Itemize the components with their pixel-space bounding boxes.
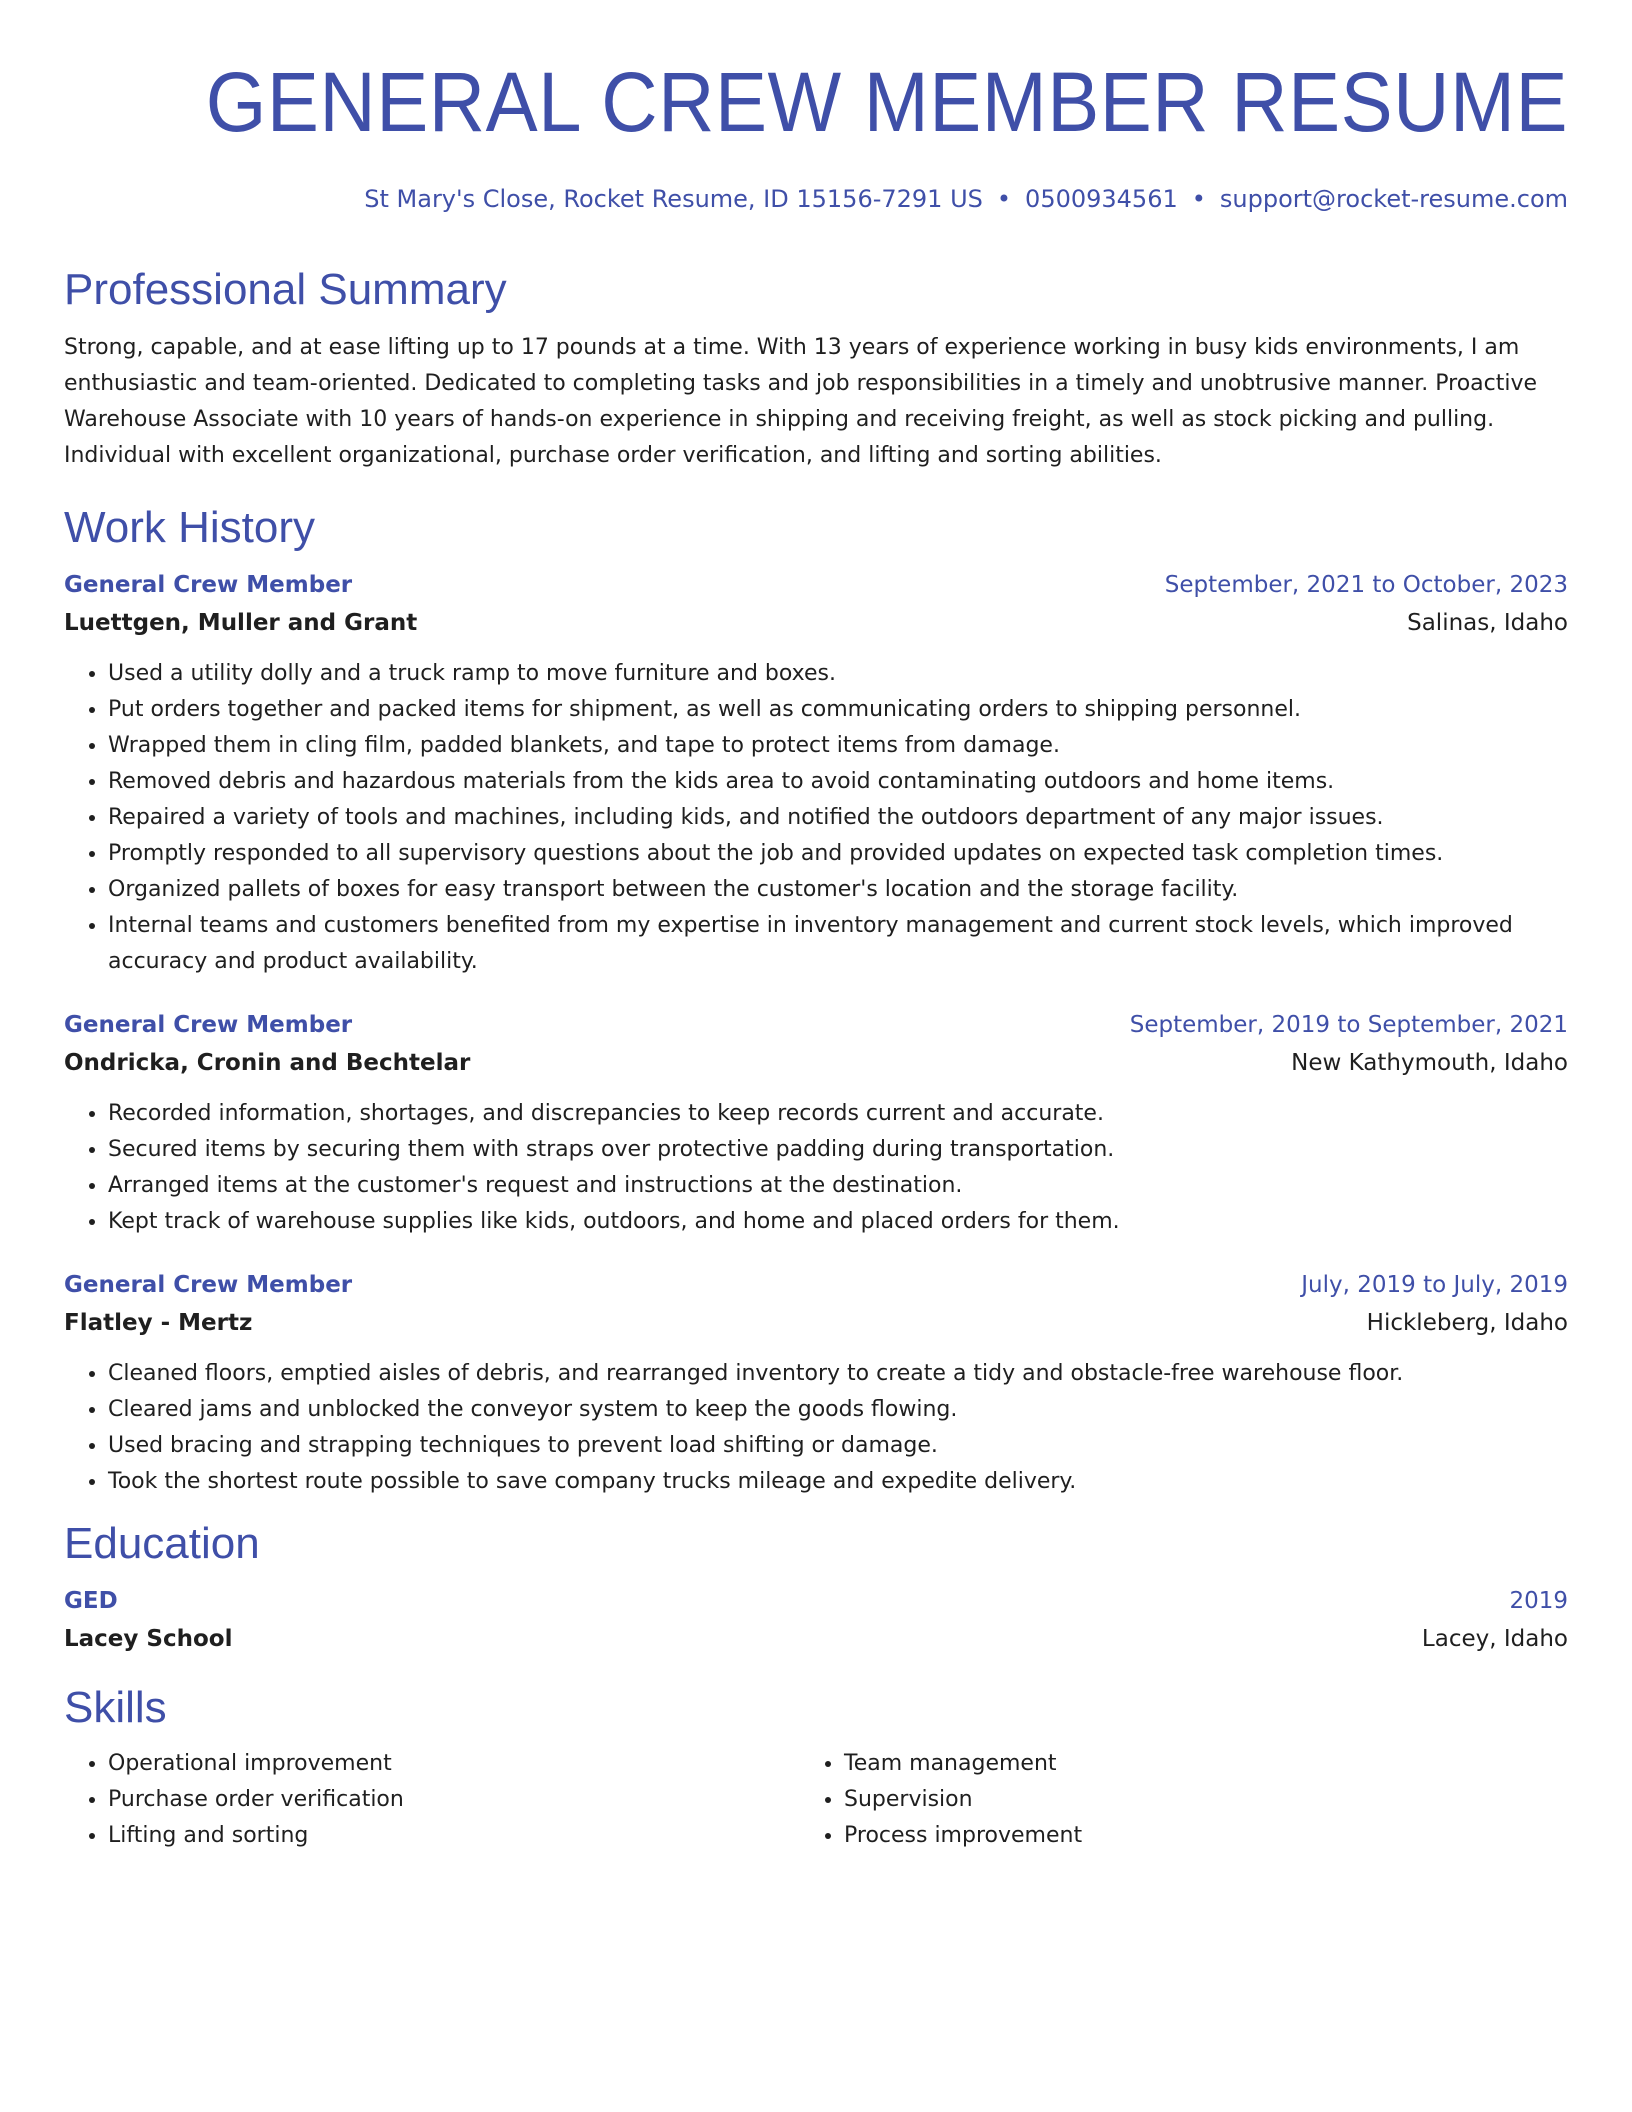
job-bullet: • Removed debris and hazardous materials from the kids area to avoid contaminating outdoors and home items. (108, 764, 1568, 800)
contact-separator: • (1191, 185, 1206, 213)
skills-list-right (800, 1746, 1536, 1854)
job-employer: Ondricka, Cronin and Bechtelar (64, 1050, 471, 1076)
job-bullet: • Cleaned floors, emptied aisles of debris, and rearranged inventory to create a tidy and obstacle-free warehouse floor. (108, 1356, 1568, 1392)
job-row-top (64, 1006, 1568, 1044)
contact-separator: • (996, 185, 1012, 213)
job-row-bottom (64, 1304, 1568, 1342)
resume-title: GENERAL CREW MEMBER RESUME (205, 54, 1568, 150)
education-degree: GED (64, 1588, 118, 1614)
skill-item: • Supervision (844, 1782, 1536, 1818)
skills-grid (64, 1746, 1568, 1854)
job-title: General Crew Member (64, 1272, 353, 1298)
job-dates: July, 2019 to July, 2019 (1301, 1272, 1568, 1298)
skill-item: • Purchase order verification (108, 1782, 800, 1818)
skill-item: • Team management (844, 1746, 1536, 1782)
summary-heading: Professional Summary (64, 265, 507, 314)
work-history-heading: Work History (64, 503, 315, 552)
education-row-top (64, 1582, 1568, 1620)
education-year: 2019 (1509, 1588, 1568, 1614)
job-row-top (64, 566, 1568, 604)
job-bullet: • Wrapped them in cling film, padded blankets, and tape to protect items from damage. (108, 728, 1568, 764)
skill-item: • Operational improvement (108, 1746, 800, 1782)
skills-list-left (64, 1746, 800, 1854)
job-location: Hickleberg, Idaho (1366, 1310, 1568, 1336)
job-bullet: • Cleared jams and unblocked the conveyor system to keep the goods flowing. (108, 1392, 1568, 1428)
job-dates: September, 2019 to September, 2021 (1129, 1012, 1568, 1038)
contact-phone: 0500934561 (1025, 185, 1178, 213)
education-location: Lacey, Idaho (1421, 1626, 1568, 1652)
job-row-bottom (64, 1044, 1568, 1082)
education-heading: Education (64, 1519, 260, 1568)
job-bullet: • Organized pallets of boxes for easy transport between the customer's location and the storage facility. (108, 872, 1568, 908)
job-entry (64, 1266, 1568, 1500)
education-row-bottom (64, 1620, 1568, 1658)
job-bullet: • Internal teams and customers benefited from my expertise in inventory management and current stock levels, which improved accuracy and product availability. (108, 908, 1568, 980)
job-location: New Kathymouth, Idaho (1291, 1050, 1568, 1076)
skill-item: • Lifting and sorting (108, 1818, 800, 1854)
job-bullet: • Put orders together and packed items for shipment, as well as communicating orders to shipping personnel. (108, 692, 1568, 728)
job-bullet: • Used a utility dolly and a truck ramp to move furniture and boxes. (108, 656, 1568, 692)
contact-address: St Mary's Close, Rocket Resume, ID 15156-7291 US (364, 185, 983, 213)
education-school: Lacey School (64, 1626, 233, 1652)
job-employer: Flatley - Mertz (64, 1310, 253, 1336)
job-bullet: • Secured items by securing them with straps over protective padding during transportation. (108, 1132, 1568, 1168)
job-bullet: • Arranged items at the customer's request and instructions at the destination. (108, 1168, 1568, 1204)
job-bullet-list (64, 1096, 1568, 1240)
job-location: Salinas, Idaho (1407, 610, 1568, 636)
contact-email[interactable]: support@rocket-resume.com (1219, 185, 1568, 213)
job-row-bottom (64, 604, 1568, 642)
skill-item: • Process improvement (844, 1818, 1536, 1854)
job-bullet: • Used bracing and strapping techniques to prevent load shifting or damage. (108, 1428, 1568, 1464)
education-entry (64, 1582, 1568, 1658)
job-title: General Crew Member (64, 1012, 353, 1038)
job-bullet-list (64, 656, 1568, 980)
job-bullet: • Recorded information, shortages, and discrepancies to keep records current and accurate. (108, 1096, 1568, 1132)
work-history-list (64, 566, 1568, 1500)
job-employer: Luettgen, Muller and Grant (64, 610, 418, 636)
job-bullet: • Kept track of warehouse supplies like kids, outdoors, and home and placed orders for them. (108, 1204, 1568, 1240)
job-bullet: • Repaired a variety of tools and machines, including kids, and notified the outdoors department of any major issues. (108, 800, 1568, 836)
contact-line (64, 184, 1568, 214)
job-row-top (64, 1266, 1568, 1304)
skills-heading: Skills (64, 1683, 167, 1732)
job-bullet-list (64, 1356, 1568, 1500)
job-entry (64, 566, 1568, 980)
job-bullet: • Promptly responded to all supervisory questions about the job and provided updates on expected task completion times. (108, 836, 1568, 872)
job-bullet: • Took the shortest route possible to save company trucks mileage and expedite delivery. (108, 1464, 1568, 1500)
summary-text: Strong, capable, and at ease lifting up to 17 pounds at a time. With 13 years of experience working in busy kids environments, I am enthusiastic and team-oriented. Dedicated to completing tasks and job responsibilities in a timely and unobtrusive manner. Proactive Warehouse Associate with 10 years of hands-on experience in shipping and receiving freight, as well as stock picking and pulling. Individual with excellent organizational, purchase order verification, and lifting and sorting abilities. (64, 335, 1538, 468)
job-entry (64, 1006, 1568, 1240)
job-dates: September, 2021 to October, 2023 (1164, 572, 1568, 598)
job-title: General Crew Member (64, 572, 353, 598)
